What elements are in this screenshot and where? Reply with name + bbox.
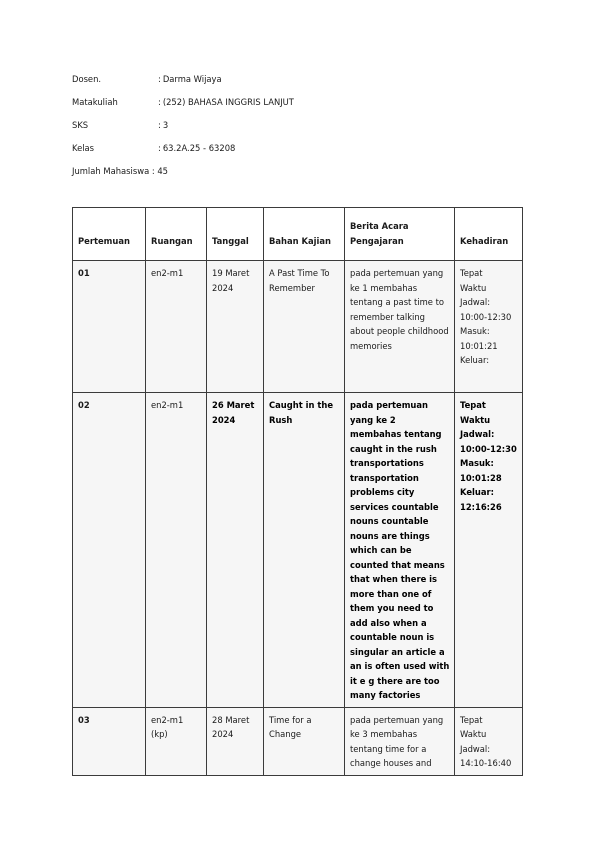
dosen-value: Darma Wijaya: [162, 74, 222, 84]
cell-bahan-kajian: Caught in the Rush: [264, 393, 345, 708]
info-kelas: Kelas : 63.2A.25 - 63208: [72, 143, 236, 153]
kehadiran-line: Masuk:: [460, 326, 490, 336]
cell-bahan-kajian: A Past Time To Remember: [264, 261, 345, 393]
cell-pertemuan: 03: [73, 707, 146, 775]
table-row: [73, 707, 523, 775]
kehadiran-line: 14:10-16:40: [460, 758, 512, 768]
header-berita-acara: Berita Acara Pengajaran: [345, 208, 455, 261]
header-tanggal: Tanggal: [207, 208, 264, 261]
cell-kehadiran: [455, 393, 523, 708]
cell-tanggal: 28 Maret 2024: [207, 707, 264, 775]
cell-ruangan: en2-m1 (kp): [146, 707, 207, 775]
kelas-label: Kelas: [72, 143, 95, 153]
header-pertemuan: Pertemuan: [73, 208, 146, 261]
cell-berita-acara: pada pertemuan yang ke 2 membahas tentang caught in the rush transportations transportation problems city services countable nouns countable nouns are things which can be counted that means that when there is more than one of them you need to add also when a countable noun is singular an article a an is often used with it e g there are too many factories: [345, 393, 455, 708]
cell-ruangan: en2-m1: [146, 393, 207, 708]
dosen-label: Dosen.: [72, 74, 102, 84]
kehadiran-line: 10:00-12:30: [460, 443, 517, 454]
kehadiran-line: Tepat: [460, 400, 486, 410]
header-bahan-kajian: Bahan Kajian: [264, 208, 345, 261]
sks-label: SKS: [72, 120, 89, 130]
attendance-table: [72, 207, 523, 776]
kehadiran-line: Waktu: [460, 414, 491, 425]
kehadiran-line: Waktu: [460, 282, 487, 293]
kehadiran-line: Jadwal:: [460, 429, 495, 439]
kehadiran-line: 10:01:28: [460, 472, 502, 483]
cell-tanggal: 26 Maret 2024: [207, 393, 264, 708]
table-row: [73, 393, 523, 708]
cell-pertemuan: 02: [73, 393, 146, 708]
table-header-row: [73, 208, 523, 261]
kelas-value: 63.2A.25 - 63208: [162, 143, 236, 153]
matakuliah-label: Matakuliah: [72, 97, 118, 107]
kehadiran-line: 10:00-12:30: [460, 311, 512, 322]
header-ruangan: Ruangan: [146, 208, 207, 261]
course-info: [72, 74, 294, 189]
kehadiran-line: Waktu: [460, 729, 487, 739]
kehadiran-line: Jadwal:: [460, 743, 491, 754]
kehadiran-line: Tepat: [460, 714, 483, 725]
cell-pertemuan: 01: [73, 261, 146, 393]
info-dosen: Dosen. : Darma Wijaya: [72, 74, 222, 84]
kehadiran-line: Jadwal:: [460, 297, 491, 307]
kehadiran-line: 12:16:26: [460, 501, 502, 512]
header-kehadiran: Kehadiran: [455, 208, 523, 261]
kehadiran-line: 10:01:21: [460, 340, 498, 351]
sks-value: 3: [162, 120, 169, 130]
cell-ruangan: en2-m1: [146, 261, 207, 393]
matakuliah-value: (252) BAHASA INGGRIS LANJUT: [162, 97, 294, 107]
cell-bahan-kajian: Time for a Change: [264, 707, 345, 775]
cell-tanggal: 19 Maret 2024: [207, 261, 264, 393]
info-matakuliah: Matakuliah : (252) BAHASA INGGRIS LANJUT: [72, 97, 294, 107]
kehadiran-line: Keluar:: [460, 487, 494, 497]
kehadiran-line: Keluar:: [460, 355, 490, 365]
info-jumlah: [72, 166, 168, 177]
kehadiran-line: Masuk:: [460, 458, 494, 468]
jumlah-label: Jumlah Mahasiswa : 45: [72, 166, 169, 176]
info-sks: SKS : 3: [72, 120, 169, 130]
cell-berita-acara: pada pertemuan yang ke 3 membahas tentang time for a change houses and: [345, 707, 455, 775]
table-row: [73, 261, 523, 393]
kehadiran-line: Tepat: [460, 268, 483, 278]
cell-kehadiran: [455, 707, 523, 775]
cell-berita-acara: pada pertemuan yang ke 1 membahas tentang a past time to remember talking about people childhood memories: [345, 261, 455, 393]
cell-kehadiran: [455, 261, 523, 393]
